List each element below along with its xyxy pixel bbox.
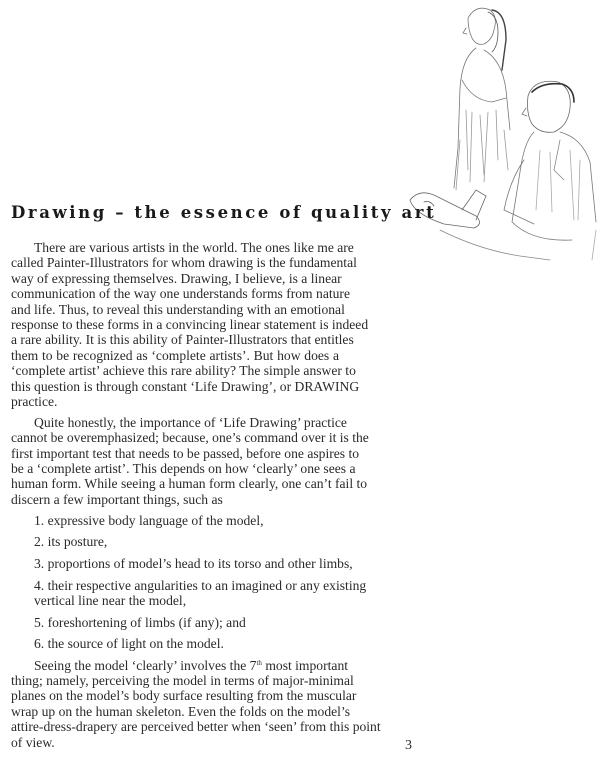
text-line: [11, 657, 349, 673]
text-line: response to these forms in a convincing linear statement is indeed: [11, 316, 369, 332]
text-line: ‘complete artist’ achieve this rare ability? The simple answer to: [11, 363, 356, 379]
list-item: [11, 555, 353, 571]
list-item-line: vertical line near the model,: [34, 592, 187, 608]
list-item: [11, 615, 339, 630]
text-line: thing; namely, perceiving the model in terms of major-minimal: [11, 673, 354, 689]
list-item-line: 1. expressive body language of the model,: [34, 512, 264, 528]
text-line: attire-dress-drapery are perceived better when ‘seen’ from this point: [11, 719, 381, 735]
page-number: 3: [405, 738, 412, 753]
text-line: wrap up on the human skeleton. Even the folds on the model’s: [11, 703, 351, 719]
text-span: Seeing the model ‘clearly’ involves the 7: [34, 657, 257, 673]
page-title: Drawing – the essence of quality art: [11, 203, 437, 222]
text-line: There are various artists in the world. The ones like me are: [34, 240, 354, 255]
text-line: Quite honestly, the importance of ‘Life Drawing’ practice: [34, 414, 347, 430]
text-line: human form. While seeing a human form clearly, one can’t fail to: [11, 476, 368, 492]
list-item-line: 6. the source of light on the model.: [34, 636, 224, 652]
paragraph: [11, 414, 369, 507]
text-line: cannot be overemphasized; because, one’s command over it is the: [11, 430, 369, 446]
text-line: first important test that needs to be passed, before one aspires to: [11, 445, 360, 461]
text-line: of view.: [11, 734, 55, 750]
text-line: communication of the way one understands forms from nature: [11, 286, 350, 302]
superscript: th: [256, 658, 262, 667]
pencil-sketch-illustration: [400, 0, 600, 300]
text-line: practice.: [11, 393, 58, 409]
text-line: this question is through constant ‘Life Drawing’, or DRAWING: [11, 378, 360, 394]
list-item: [11, 534, 339, 549]
text-line: planes on the model’s body surface resulting from the muscular: [11, 688, 357, 704]
body-text: [11, 240, 381, 756]
list-item: [11, 577, 367, 609]
list-item-line: 5. foreshortening of limbs (if any); and: [34, 614, 246, 630]
paragraph: [11, 657, 381, 750]
text-span: most important: [261, 657, 349, 673]
list-item-line: 4. their respective angularities to an imagined or any existing: [34, 577, 367, 593]
text-line: way of expressing themselves. Drawing, I believe, is a linear: [11, 270, 342, 286]
paragraph: [11, 240, 369, 409]
text-line: called Painter-Illustrators for whom drawing is the fundamental: [11, 255, 357, 271]
text-line: and life. Thus, to reveal this understanding with an emotional: [11, 301, 345, 317]
text-line: be a ‘complete artist’. This depends on how ‘clearly’ one sees a: [11, 461, 356, 477]
list-item: [11, 636, 339, 651]
list-item: [11, 513, 339, 528]
text-line: discern a few important things, such as: [11, 491, 223, 507]
list-item-line: 3. proportions of model’s head to its torso and other limbs,: [34, 555, 353, 571]
list-item-line: 2. its posture,: [34, 534, 108, 550]
text-line: a rare ability. It is this ability of Painter-Illustrators that entitles: [11, 332, 354, 348]
text-line: them to be recognized as ‘complete artists’. But how does a: [11, 347, 339, 363]
